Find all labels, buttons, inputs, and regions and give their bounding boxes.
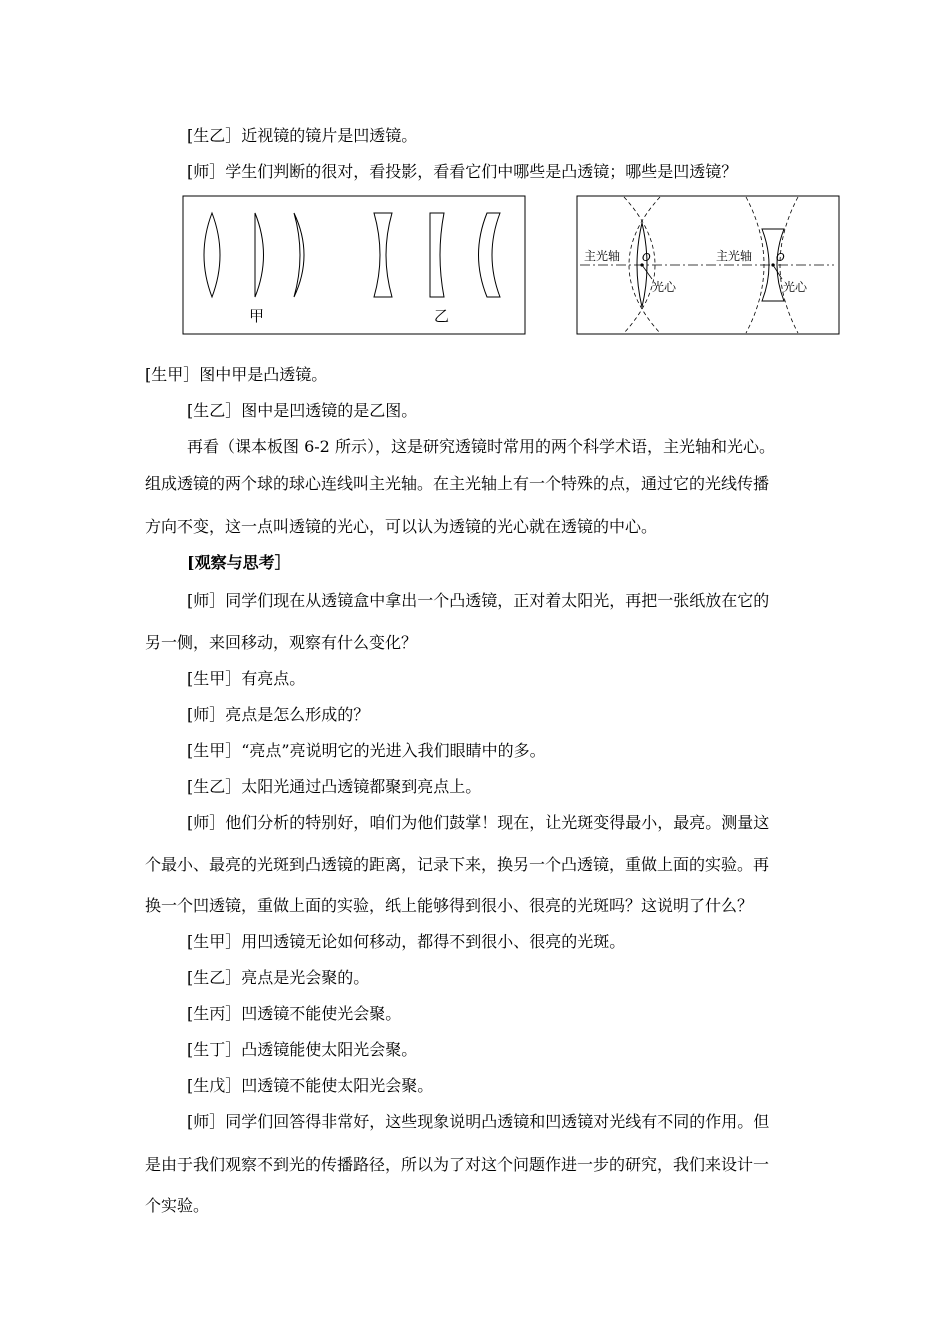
paragraph: 另一侧，来回移动，观察有什么变化？: [145, 633, 418, 652]
plano-concave-lens: [430, 213, 444, 297]
plano-convex-lens: [255, 213, 264, 297]
concave-group-label: 乙: [434, 307, 450, 325]
biconcave-lens: [374, 213, 392, 297]
axis-label-1: 主光轴: [584, 249, 621, 263]
convex-group-label: 甲: [249, 307, 265, 325]
paragraph: [生戊］凹透镜不能使太阳光会聚。: [187, 1076, 434, 1095]
paragraph: 组成透镜的两个球的球心连线叫主光轴。在主光轴上有一个特殊的点，通过它的光线传播: [145, 474, 770, 493]
center-label-1: 光心: [652, 280, 677, 294]
paragraph: 个最小、最亮的光斑到凸透镜的距离，记录下来，换另一个凸透镜，重做上面的实验。再: [145, 855, 770, 874]
paragraph: [生丁］凸透镜能使太阳光会聚。: [187, 1040, 418, 1059]
paragraph: [生甲］图中甲是凸透镜。: [145, 365, 328, 384]
paragraph: 换一个凹透镜，重做上面的实验，纸上能够得到很小、很亮的光斑吗？这说明了什么？: [145, 896, 754, 915]
axis-label-2: 主光轴: [716, 249, 753, 263]
paragraph: 方向不变，这一点叫透镜的光心，可以认为透镜的光心就在透镜的中心。: [145, 517, 658, 536]
meniscus-convex-lens: [294, 213, 304, 297]
paragraph: 个实验。: [145, 1196, 210, 1215]
paragraph: [生甲］用凹透镜无论如何移动，都得不到很小、很亮的光斑。: [187, 932, 626, 951]
paragraph: [生甲］“亮点”亮说明它的光进入我们眼睛中的多。: [187, 741, 546, 760]
paragraph: [生乙］图中是凹透镜的是乙图。: [187, 401, 418, 420]
paragraph: [师］他们分析的特别好，咱们为他们鼓掌！现在，让光斑变得最小，最亮。测量这: [187, 813, 770, 832]
paragraph: [生乙］太阳光通过凸透镜都聚到亮点上。: [187, 777, 482, 796]
paragraph: [生乙］近视镜的镜片是凹透镜。: [187, 126, 418, 145]
paragraph: [生甲］有亮点。: [187, 669, 306, 688]
paragraph: [师］同学们回答得非常好，这些现象说明凸透镜和凹透镜对光线有不同的作用。但: [187, 1112, 770, 1131]
meniscus-concave-lens: [479, 213, 501, 297]
paragraph: [生丙］凹透镜不能使光会聚。: [187, 1004, 402, 1023]
biconvex-lens: [204, 213, 220, 297]
paragraph: [师］亮点是怎么形成的？: [187, 705, 370, 724]
paragraph: [生乙］亮点是光会聚的。: [187, 968, 370, 987]
paragraph: 是由于我们观察不到光的传播路径，所以为了对这个问题作进一步的研究，我们来设计一: [145, 1155, 770, 1174]
o-label-1: O: [642, 251, 651, 264]
paragraph: 再看（课本板图 6-2 所示），这是研究透镜时常用的两个科学术语，主光轴和光心。: [187, 437, 775, 456]
o-label-2: O: [776, 251, 785, 264]
section-heading: [观察与思考］: [187, 553, 291, 572]
lens-types-figure: [182, 195, 526, 335]
paragraph: [师］学生们判断的很对，看投影，看看它们中哪些是凸透镜；哪些是凹透镜？: [187, 162, 738, 181]
center-label-2: 光心: [783, 280, 808, 294]
paragraph: [师］同学们现在从透镜盒中拿出一个凸透镜，正对着太阳光，再把一张纸放在它的: [187, 591, 770, 610]
principal-axis-figure: [576, 195, 840, 335]
